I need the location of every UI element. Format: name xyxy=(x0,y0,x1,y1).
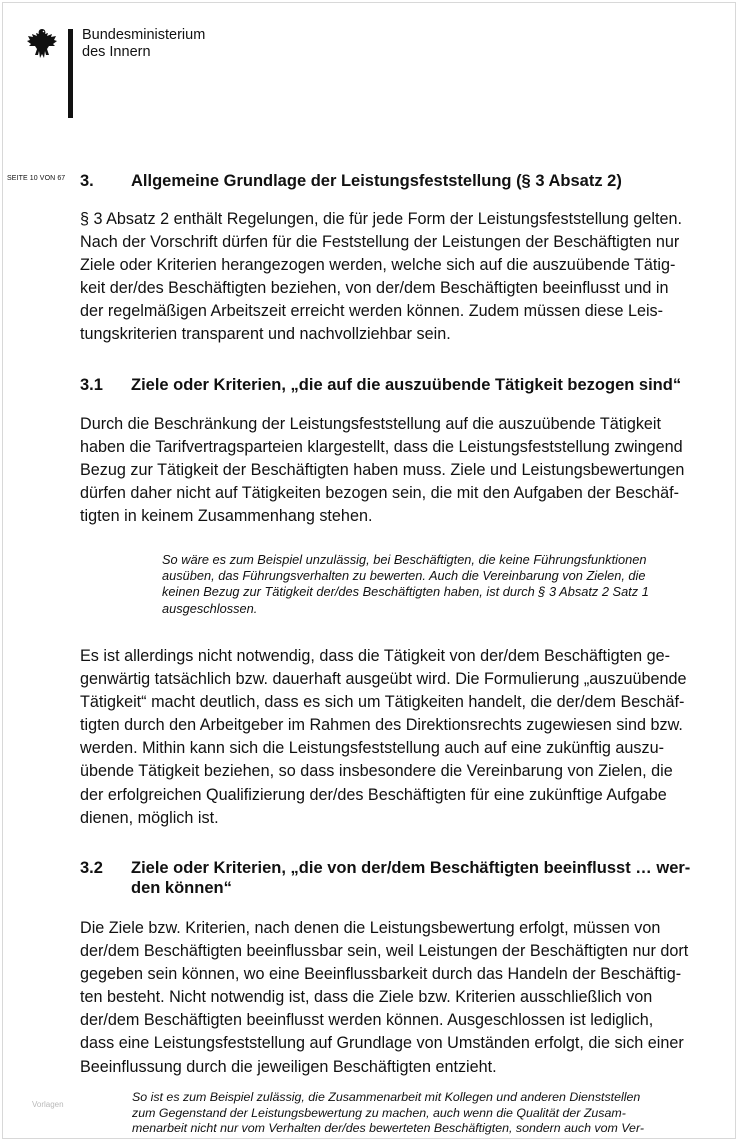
text-line: Es ist allerdings nicht notwendig, dass die Tätigkeit von der/dem Beschäftigten ge- xyxy=(80,647,670,665)
text-line: der regelmäßigen Arbeitszeit erreicht werden können. Zudem müssen diese Leis- xyxy=(80,302,664,321)
example-line: zum Gegenstand der Leistungsbewertung zu machen, auch wenn die Qualität der Zusam- xyxy=(132,1105,626,1120)
example-line: ausüben, das Führungsverhalten zu bewerten. Auch die Vereinbarung von Zielen, die xyxy=(162,568,646,584)
text-line: dienen, möglich ist. xyxy=(80,808,219,827)
text-line: Beeinflussung durch die jeweiligen Beschäftigten entzieht. xyxy=(80,1057,497,1076)
section-title-line-1: Ziele oder Kriterien, „die von der/dem Beschäftigten beeinflusst … wer- xyxy=(131,859,691,877)
text-line: werden. Mithin kann sich die Leistungsfeststellung auch auf eine zukünftig auszu- xyxy=(80,739,664,758)
ministry-line-2: des Innern xyxy=(82,44,151,60)
text-line: § 3 Absatz 2 enthält Regelungen, die für jede Form der Leistungsfeststellung gelten. xyxy=(80,210,683,228)
watermark: Vorlagen xyxy=(32,1100,64,1109)
text-line: übende Tätigkeit beziehen, so dass insbesondere die Vereinbarung von Zielen, die xyxy=(80,762,673,781)
paragraph-4 xyxy=(80,917,740,1079)
text-line: Bezug zur Tätigkeit der Beschäftigten haben muss. Ziele und Leistungsbewertungen xyxy=(80,461,685,480)
text-line: Die Ziele bzw. Kriterien, nach denen die Leistungsbewertung erfolgt, müssen von xyxy=(80,919,661,937)
ministry-line-1: Bundesministerium xyxy=(82,27,206,43)
text-line: Tätigkeit“ macht deutlich, dass es sich um Tätigkeiten handelt, die der/dem Beschäf- xyxy=(80,693,685,712)
text-line: der/dem Beschäftigten beeinflusst werden können. Ausgeschlossen ist lediglich, xyxy=(80,1011,654,1030)
page-indicator: SEITE 10 VON 67 xyxy=(7,175,66,182)
section-title-line-2: den können“ xyxy=(131,879,232,897)
text-line: gegeben sein können, wo eine Beeinflussbarkeit durch das Handeln der Beschäftig- xyxy=(80,965,682,984)
paragraph-2 xyxy=(80,413,740,528)
header-divider-bar xyxy=(68,29,73,118)
text-line: der erfolgreichen Qualifizierung der/des Beschäftigten für eine zukünftige Aufgabe xyxy=(80,785,667,804)
section-title: Allgemeine Grundlage der Leistungsfeststellung (§ 3 Absatz 2) xyxy=(131,172,622,190)
ministry-name xyxy=(82,27,205,61)
example-line: So wäre es zum Beispiel unzulässig, bei Beschäftigten, die keine Führungsfunktionen xyxy=(162,552,647,567)
text-line: keit der/des Beschäftigten beziehen, von der/dem Beschäftigten beeinflusst und in xyxy=(80,279,669,298)
paragraph-3 xyxy=(80,645,740,830)
paragraph-1 xyxy=(80,208,740,347)
section-number: 3.2 xyxy=(80,859,103,877)
example-line: keinen Bezug zur Tätigkeit der/des Beschäftigten haben, ist durch § 3 Absatz 2 Satz 1 xyxy=(162,584,649,600)
text-line: tungskriterien transparent und nachvollziehbar sein. xyxy=(80,325,451,344)
example-line: So ist es zum Beispiel zulässig, die Zusammenarbeit mit Kollegen und anderen Dienststellen xyxy=(132,1090,641,1104)
section-number: 3. xyxy=(80,172,94,190)
text-line: Nach der Vorschrift dürfen für die Feststellung der Leistungen der Beschäftigten nur xyxy=(80,233,680,252)
text-line: der/dem Beschäftigten beeinflussbar sein, weil Leistungen der Beschäftigten nur dort xyxy=(80,942,689,961)
example-line: ausgeschlossen. xyxy=(162,600,258,616)
text-line: genwärtig tatsächlich bzw. dauerhaft ausgeübt wird. Die Formulierung „auszuübende xyxy=(80,670,687,689)
example-box-2 xyxy=(132,1090,732,1137)
federal-eagle-logo xyxy=(26,27,58,61)
example-box-1 xyxy=(162,552,740,617)
section-title: Ziele oder Kriterien, „die auf die auszuübende Tätigkeit bezogen sind“ xyxy=(131,376,682,394)
text-line: ten besteht. Nicht notwendig ist, dass die Ziele bzw. Kriterien ausschließlich von xyxy=(80,988,653,1007)
section-number: 3.1 xyxy=(80,376,103,394)
text-line: Ziele oder Kriterien herangezogen werden, welche sich auf die auszuübende Tätig- xyxy=(80,256,676,275)
text-line: Durch die Beschränkung der Leistungsfeststellung auf die auszuübende Tätigkeit xyxy=(80,415,662,433)
text-line: dürfen daher nicht auf Tätigkeiten bezogen sein, die mit den Aufgaben der Beschäf- xyxy=(80,484,680,503)
text-line: tigten durch den Arbeitgeber im Rahmen des Direktionsrechts zugewiesen sind bzw. xyxy=(80,716,683,735)
text-line: haben die Tarifvertragsparteien klargestellt, dass die Leistungsfeststellung zwingend xyxy=(80,438,683,457)
text-line: dass eine Leistungsfeststellung auf Grundlage von Umständen erfolgt, die sich einer xyxy=(80,1034,684,1053)
example-line: menarbeit nicht nur vom Verhalten der/des bewerteten Beschäftigten, sondern auch vom Ver- xyxy=(132,1121,644,1135)
text-line: tigten in keinem Zusammenhang stehen. xyxy=(80,507,373,526)
